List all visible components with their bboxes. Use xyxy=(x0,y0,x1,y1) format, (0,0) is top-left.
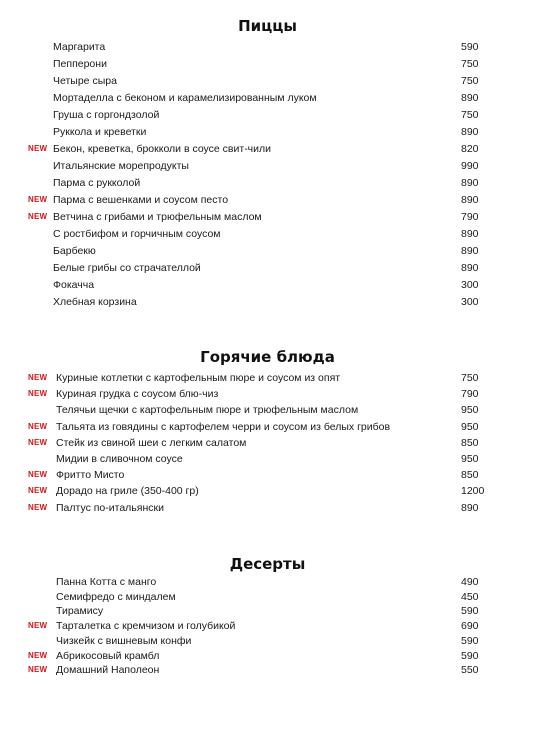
new-badge: NEW xyxy=(28,621,48,630)
menu-item-name: Семифредо с миндалем xyxy=(56,591,176,603)
menu-item-name: Мортаделла с беконом и карамелизированным луком xyxy=(53,92,317,104)
menu-item-price: 950 xyxy=(461,421,479,433)
menu-item-price: 850 xyxy=(461,469,479,481)
menu-item xyxy=(0,92,535,106)
menu-item-name: Ветчина с грибами и трюфельным маслом xyxy=(53,211,262,223)
menu-item xyxy=(0,211,535,225)
new-badge: NEW xyxy=(28,470,48,479)
menu-item-name: Домашний Наполеон xyxy=(56,664,160,676)
menu-item xyxy=(0,421,535,435)
menu-item-price: 890 xyxy=(461,92,479,104)
menu-item-price: 590 xyxy=(461,650,479,662)
menu-item-name: Палтус по-итальянски xyxy=(56,502,164,514)
menu-item xyxy=(0,502,535,516)
menu-item-price: 890 xyxy=(461,245,479,257)
new-badge: NEW xyxy=(28,144,48,153)
menu-item xyxy=(0,126,535,140)
menu-item-name: Бекон, креветка, брокколи в соусе свит-чили xyxy=(53,143,272,155)
menu-item-name: Чизкейк с вишневым конфи xyxy=(56,635,192,647)
menu-item xyxy=(0,388,535,402)
menu-item xyxy=(0,576,535,590)
menu-item xyxy=(0,279,535,293)
menu-item-price: 450 xyxy=(461,591,479,603)
menu-item-price: 590 xyxy=(461,635,479,647)
menu-item xyxy=(0,437,535,451)
new-badge: NEW xyxy=(28,651,48,660)
menu-item xyxy=(0,109,535,123)
menu-item-price: 850 xyxy=(461,437,479,449)
menu-item-price: 550 xyxy=(461,664,479,676)
new-badge: NEW xyxy=(28,503,48,512)
new-badge: NEW xyxy=(28,389,48,398)
new-badge: NEW xyxy=(28,486,48,495)
menu-item xyxy=(0,177,535,191)
menu-item-price: 890 xyxy=(461,126,479,138)
menu-item xyxy=(0,372,535,386)
menu-item xyxy=(0,58,535,72)
menu-item-price: 750 xyxy=(461,109,479,121)
menu-item-price: 750 xyxy=(461,58,479,70)
menu-item-price: 890 xyxy=(461,502,479,514)
menu-item xyxy=(0,453,535,467)
menu-item xyxy=(0,605,535,619)
menu-item-name: Фритто Мисто xyxy=(56,469,125,481)
menu-item-name: Парма с рукколой xyxy=(53,177,141,189)
menu-item-name: Барбекю xyxy=(53,245,96,257)
menu-item-name: Четыре сыра xyxy=(53,75,117,87)
menu-item-price: 990 xyxy=(461,160,479,172)
menu-item-name: Абрикосовый крамбл xyxy=(56,650,160,662)
menu-item-name: Итальянские морепродукты xyxy=(53,160,189,172)
menu-item-price: 950 xyxy=(461,453,479,465)
menu-item xyxy=(0,635,535,649)
new-badge: NEW xyxy=(28,438,48,447)
menu-item xyxy=(0,245,535,259)
menu-item-price: 820 xyxy=(461,143,479,155)
menu-item xyxy=(0,75,535,89)
menu-item-price: 950 xyxy=(461,404,479,416)
menu-item-price: 890 xyxy=(461,228,479,240)
menu-item-name: Тальята из говядины с картофелем черри и соусом из белых грибов xyxy=(56,421,391,433)
menu-item xyxy=(0,160,535,174)
menu-item xyxy=(0,143,535,157)
new-badge: NEW xyxy=(28,212,48,221)
menu-item-price: 750 xyxy=(461,372,479,384)
new-badge: NEW xyxy=(28,422,48,431)
menu-item-name: Парма с вешенками и соусом песто xyxy=(53,194,229,206)
new-badge: NEW xyxy=(28,373,48,382)
menu-item xyxy=(0,485,535,499)
menu-item xyxy=(0,262,535,276)
menu-item-price: 300 xyxy=(461,296,479,308)
menu-item-price: 490 xyxy=(461,576,479,588)
menu-item-price: 890 xyxy=(461,194,479,206)
new-badge: NEW xyxy=(28,665,48,674)
menu-item-name: Тарталетка с кремчизом и голубикой xyxy=(56,620,236,632)
menu-item-price: 1200 xyxy=(461,485,485,497)
menu-item-name: Груша с горгондзолой xyxy=(53,109,160,121)
menu-item xyxy=(0,228,535,242)
menu-item xyxy=(0,469,535,483)
menu-item-price: 790 xyxy=(461,388,479,400)
menu-item-name: Тирамису xyxy=(56,605,104,617)
new-badge: NEW xyxy=(28,195,48,204)
section-title: Десерты xyxy=(229,555,306,573)
menu-item-name: С ростбифом и горчичным соусом xyxy=(53,228,221,240)
menu-item-name: Панна Котта с манго xyxy=(56,576,157,588)
menu-item xyxy=(0,41,535,55)
menu-item xyxy=(0,620,535,634)
menu-item-name: Дорадо на гриле (350-400 гр) xyxy=(56,485,199,497)
menu-item-name: Маргарита xyxy=(53,41,106,53)
menu-item xyxy=(0,591,535,605)
menu-item xyxy=(0,650,535,664)
menu-item xyxy=(0,404,535,418)
menu-item-name: Телячьи щечки с картофельным пюре и трюфельным маслом xyxy=(56,404,359,416)
menu-item xyxy=(0,194,535,208)
menu-item-name: Хлебная корзина xyxy=(53,296,137,308)
menu-item xyxy=(0,664,535,678)
menu-item-name: Куриные котлетки с картофельным пюре и соусом из опят xyxy=(56,372,341,384)
menu-item-price: 890 xyxy=(461,262,479,274)
menu-item-price: 300 xyxy=(461,279,479,291)
menu-item-name: Руккола и креветки xyxy=(53,126,147,138)
section-title: Горячие блюда xyxy=(200,348,335,366)
section-title: Пиццы xyxy=(238,17,297,35)
menu-item-name: Пепперони xyxy=(53,58,107,70)
menu-item-price: 750 xyxy=(461,75,479,87)
menu-item xyxy=(0,296,535,310)
menu-item-price: 890 xyxy=(461,177,479,189)
menu-item-price: 590 xyxy=(461,41,479,53)
menu-item-name: Куриная грудка с соусом блю-чиз xyxy=(56,388,219,400)
menu-item-price: 790 xyxy=(461,211,479,223)
menu-item-price: 690 xyxy=(461,620,479,632)
menu-item-name: Мидии в сливочном соусе xyxy=(56,453,183,465)
menu-item-price: 590 xyxy=(461,605,479,617)
menu-item-name: Стейк из свиной шеи с легким салатом xyxy=(56,437,247,449)
menu-item-name: Фокачча xyxy=(53,279,95,291)
menu-item-name: Белые грибы со страчателлой xyxy=(53,262,201,274)
